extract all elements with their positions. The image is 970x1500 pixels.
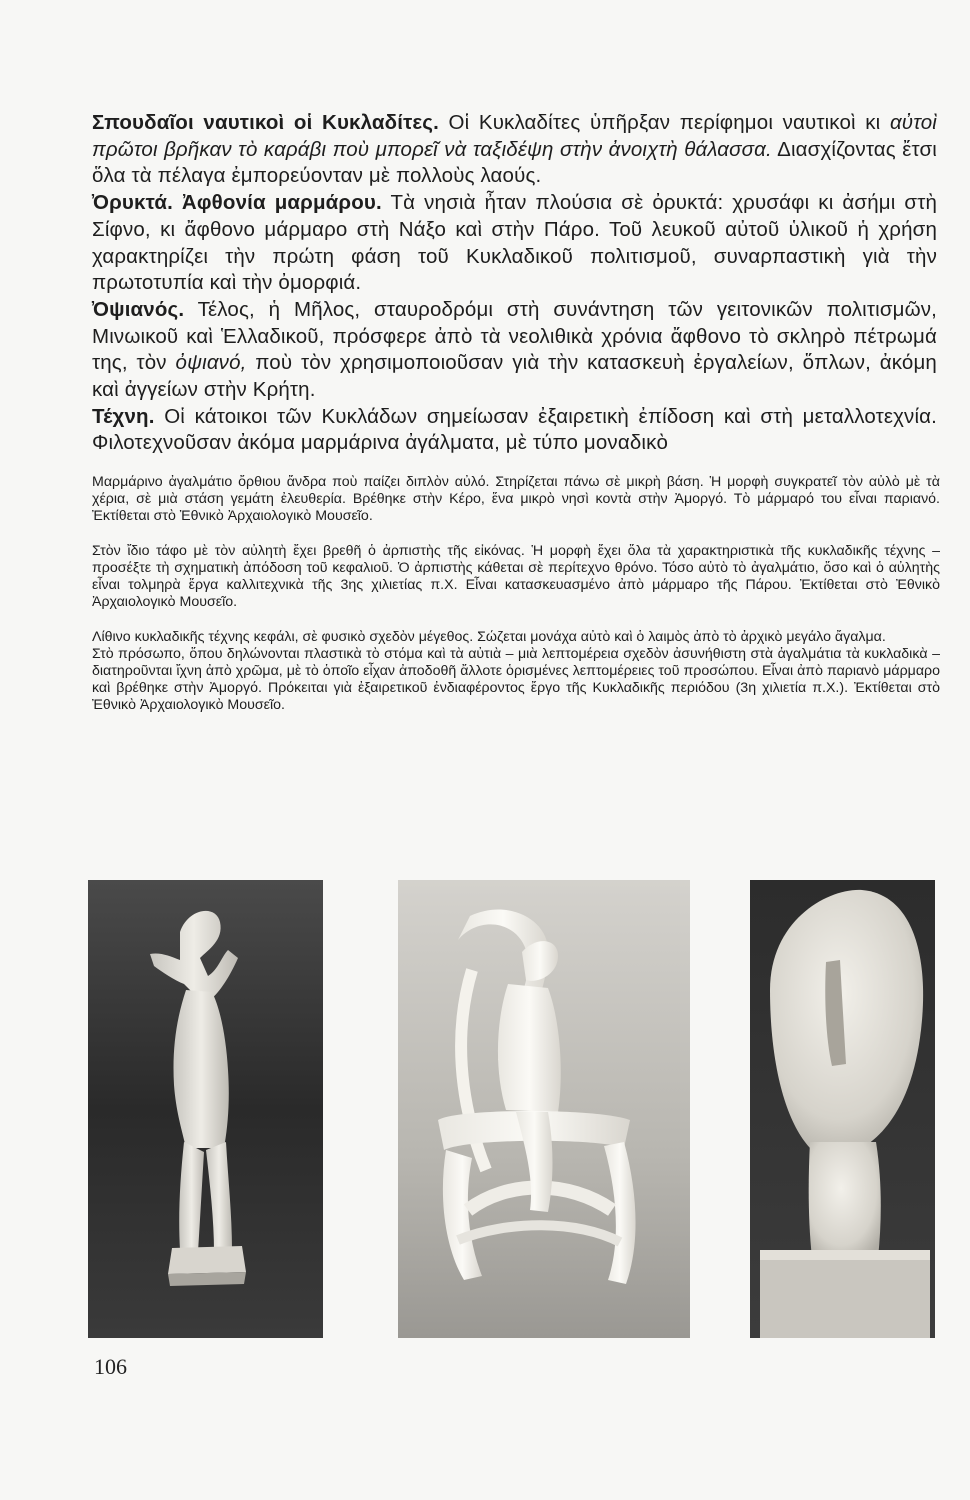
page-number: 106	[94, 1354, 127, 1379]
photo-strip	[0, 880, 970, 1345]
heading-sailors: Σπουδαῖοι ναυτικοὶ οἱ Κυκλαδίτες.	[92, 111, 439, 134]
paragraph-minerals: Ὀρυκτά. Ἀφθονία μαρμάρου. Τὰ νησιὰ ἦταν πλούσια σὲ ὀρυκτά: χρυσάφι κι ἀσήμι στὴ Σίφνο, κι ἄφθονο μάρμαρο στὴ Νάξο καὶ στὴν Πάρο. Τοῦ λευκοῦ αὐτοῦ ὑλικοῦ ἡ χρήση χαρακτηρίζει τὴν πρώτη φάση τοῦ Κυκλαδικοῦ πολιτισμοῦ, συναρπαστικὴ γιὰ τὴν πρωτοτυπία καὶ τὴν ὀμορφιά.	[92, 191, 937, 295]
paragraph-obsidian: Ὀψιανός. Τέλος, ἡ Μῆλος, σταυροδρόμι στὴ συνάντηση τῶν γειτονικῶν πολιτισμῶν, Μινωικοῦ καὶ Ἑλλαδικοῦ, πρόσφερε ἀπὸ τὰ νεολιθικὰ χρόνια ἄφθονο τὸ σκληρὸ πέτρωμά της, τὸν ὀψιανό, ποὺ τὸν χρησιμοποιοῦσαν γιὰ τὴν κατασκευὴ ἐργαλείων, ὅπλων, ἀκόμη καὶ ἀγγείων στὴν Κρήτη.	[92, 297, 937, 402]
heading-art: Τέχνη.	[92, 404, 155, 428]
captions	[92, 474, 940, 714]
photo-flute-player	[88, 880, 323, 1338]
paragraph-art: Τέχνη. Οἱ κάτοικοι τῶν Κυκλάδων σημείωσαν ἐξαιρετικὴ ἐπίδοση καὶ στὴ μεταλλοτεχνία. Φιλοτεχνοῦσαν ἀκόμα μαρμάρινα ἀγάλματα, μὲ τύπο μοναδικὸ	[92, 404, 937, 455]
paragraph-sailors: Σπουδαῖοι ναυτικοὶ οἱ Κυκλαδίτες. Οἱ Κυκλαδίτες ὑπῆρξαν περίφημοι ναυτικοὶ κι αὐτοὶ πρῶτοι βρῆκαν τὸ καράβι ποὺ μπορεῖ νὰ ταξιδέψη στὴν ἀνοιχτὴ θάλασσα. Διασχίζοντας ἔτσι ὅλα τὰ πέλαγα ἐμπορεύονταν μὲ πολλοὺς λαούς.	[92, 111, 937, 188]
main-text	[92, 110, 937, 457]
caption-harpist: Στὸν ἴδιο τάφο μὲ τὸν αὐλητὴ ἔχει βρεθῆ ὁ ἀρπιστὴς τῆς εἰκόνας. Ἡ μορφὴ ἔχει ὅλα τὰ χαρακτηριστικὰ τῆς κυκλαδικῆς τέχνης – προσέξτε τὴ σχηματικὴ ἀπόδοση τοῦ κεφαλιοῦ. Ὁ ἀρπιστὴς κάθεται σὲ περίτεχνο θρόνο. Τόσο αὐτὸ τὸ ἀγαλμάτιο, ὅσο καὶ ὁ αὐλητὴς εἶναι τολμηρὰ ἔργα καλλιτεχνικὰ τῆς 3ης χιλιετίας π.Χ. Εἶναι κατασκευασμένο ἀπὸ μάρμαρο τῆς Πάρου. Ἐκτίθεται στὸ Ἐθνικὸ Ἀρχαιολογικὸ Μουσεῖο.	[92, 543, 940, 610]
caption-flute-player: Μαρμάρινο ἀγαλμάτιο ὄρθιου ἄνδρα ποὺ παίζει διπλὸν αὐλό. Στηρίζεται πάνω σὲ μικρὴ βάση. Ἡ μορφὴ συγκρατεῖ τὸν αὐλὸ μὲ τὰ χέρια, σὲ μιὰ στάση γεμάτη ἐλευθερία. Βρέθηκε στὴν Κέρο, ἕνα μικρὸ νησὶ κοντὰ στὴν Ἀμοργό. Τὸ μάρμαρό του εἶναι παριανό. Ἐκτίθεται στὸ Ἐθνικὸ Ἀρχαιολογικὸ Μουσεῖο.	[92, 474, 940, 524]
photo-head	[750, 880, 935, 1338]
caption-head-a: Λίθινο κυκλαδικῆς τέχνης κεφάλι, σὲ φυσικὸ σχεδὸν μέγεθος. Σώζεται μονάχα αὐτὸ καὶ ὁ λαιμὸς ἀπὸ τὸ ἀρχικὸ μεγάλο ἄγαλμα.	[92, 629, 886, 645]
heading-obsidian: Ὀψιανός.	[92, 297, 185, 321]
heading-minerals: Ὀρυκτά. Ἀφθονία μαρμάρου.	[92, 191, 382, 215]
photo-harpist	[398, 880, 690, 1338]
caption-head-b: Στὸ πρόσωπο, ὅπου δηλώνονται πλαστικὰ τὸ στόμα καὶ τὰ αὐτιὰ – μιὰ λεπτομέρεια σχεδὸν ἀσυνήθιστη στὰ ἀγαλμάτια τὰ κυκλαδικὰ – διατηροῦνται ἴχνη ἀπὸ χρῶμα, μὲ τὸ ὁποῖο εἶχαν ἀποδοθῆ ἄλλοτε ὁρισμένες λεπτομέρειες τοῦ προσώπου. Εἶναι ἀπὸ παριανὸ μάρμαρο καὶ βρέθηκε στὴν Ἀμοργό. Πρόκειται γιὰ ἐξαιρετικοῦ ἐνδιαφέροντος ἔργο τῆς Κυκλαδικῆς περιόδου (3η χιλιετία π.Χ.). Ἐκτίθεται στὸ Ἐθνικὸ Ἀρχαιολογικὸ Μουσεῖο.	[92, 646, 940, 713]
